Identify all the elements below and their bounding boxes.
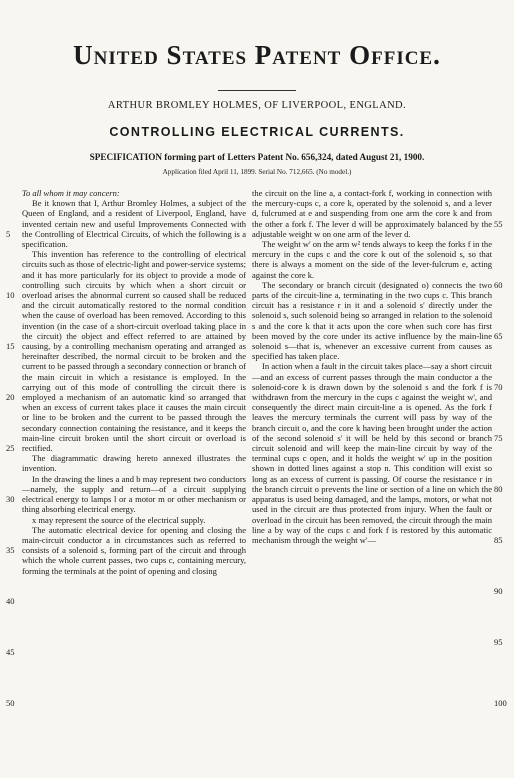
paragraph: The automatic electrical device for opening and closing the main-circuit conductor a in circumstances such as referred to consists of a solenoid s, forming part of the circuit and through which the whole current passes, two cups c, containing mercury, forming the terminals at the point of opening and closing: [22, 524, 246, 576]
salutation: To all whom it may concern:: [22, 188, 120, 198]
line-number: 70: [494, 382, 503, 392]
patentee-line: ARTHUR BROMLEY HOLMES, OF LIVERPOOL, ENGLAND.: [107, 100, 407, 111]
paragraph: In the drawing the lines a and b may represent two conductors—namely, the supply and return—of a circuit supplying electrical energy to lamps l or a motor m or other mechanism or thing absorbing electrical energy.: [22, 473, 246, 515]
line-number: 5: [6, 229, 11, 239]
patent-subject: CONTROLLING ELECTRICAL CURRENTS.: [109, 125, 405, 139]
line-number: 30: [6, 494, 15, 504]
paragraph: The secondary or branch circuit (designated o) connects the two parts of the circuit-line a, terminating in the two cups c. This branch circuit has a resistance r in it and a solenoid s' directly under the solenoid s, such solenoid being so arranged in relation to the solenoid s and the core k that it acts upon the core when such core has first been moved by the core under its active influence by the main-line solenoid s—that is, whenever an excessive current from causes as specified has taken place.: [252, 279, 492, 362]
specification-line: SPECIFICATION forming part of Letters Patent No. 656,324, dated August 21, 1900.: [89, 152, 425, 162]
paragraph: Be it known that I, Arthur Bromley Holmes, a subject of the Queen of England, and a resident of Liverpool, England, have invented certain new and useful Improvements Connected with the Controlling of Electrical Circuits, of which the following is a specification.: [22, 198, 246, 250]
title-rule: [218, 90, 296, 91]
right-text-column: [252, 188, 492, 545]
paragraph: x may represent the source of the electrical supply.: [32, 514, 206, 525]
line-number: 65: [494, 331, 503, 341]
paragraph: the circuit on the line a, a contact-fork f, working in connection with the mercury-cups c, a core k, operated by the solenoid s, and a lever d, fulcrumed at e and suspending from one arm the core k and from the other a fork f. The lever d will be approximately balanced by the adjustable weight w on one arm of the lever d.: [252, 188, 492, 239]
line-number: 35: [6, 545, 15, 555]
line-number: 60: [494, 280, 503, 290]
paragraph: In action when a fault in the circuit takes place—say a short circuit—and an excess of current passes through the main conductor a the solenoid-core k is drawn down by the solenoid s and the fork f is withdrawn from the mercury in the cups c against the weight w', and consequently the direct main circuit-line a is opened. As the fork f leaves the mercury terminals the current will pass by way of the branch circuit o, and the core k having been brought under the action of the second solenoid s' it will be held by this second or branch circuit solenoid and will keep the main-line circuit by way of the terminal cups c open, and it holds the weight w' up in the position shown in dotted lines against a stop n. This condition will exist so long as an excess of current is passing. Of course the resistance r in the branch circuit o prevents the line or section of a line on which the apparatus is used being damaged, and the lamps, motors, or what not used in the circuit are thus protected from injury. When the fault or overload in the circuit has been removed, the circuit through the main line a by way of the cups c and fork f is restored by this automatic mechanism through the weight w'—: [252, 361, 492, 545]
line-number: 75: [494, 433, 503, 443]
line-number: 100: [494, 698, 507, 708]
line-number: 20: [6, 392, 15, 402]
line-number: 85: [494, 535, 503, 545]
paragraph: This invention has reference to the controlling of electrical circuits such as those of electric-light and power-service systems; and it has more particularly for its object to provide a mode of controlling such circuits by which when a short circuit or overload arises the abnormal current so caused shall be reduced and the circuit automatically restored to the normal condition when the cause of overload has been removed. According to this invention (in the case of a short-circuit overload taking place in the circuit) the object and effect referred to are attained by causing, by a controlling mechanism operating and arranged as hereinafter described, the normal circuit to be broken and the current to be passed through a secondary connection or branch of the main circuit in which a resistance is employed. In the carrying out of this mode of controlling the circuit there is employed a mechanism of an automatic kind so arranged that when an excess of current takes place it causes the main circuit or line to be broken and the current to be passed through the secondary connection containing the resistance, and it keeps the main-line circuit broken until the short circuit or overload is rectified.: [22, 249, 246, 454]
line-number: 95: [494, 637, 503, 647]
line-number: 40: [6, 596, 15, 606]
paragraph: The diagrammatic drawing hereto annexed illustrates the invention.: [22, 453, 246, 474]
line-number: 55: [494, 219, 503, 229]
left-text-column: [22, 188, 246, 576]
paragraph: The weight w' on the arm w² tends always to keep the forks f in the mercury in the cups c and the core k out of the solenoid s, so that there is always a moment on the side of the lever-fulcrum e, acting against the core k.: [252, 239, 492, 280]
application-line: Application filed April 11, 1899. Serial No. 712,665. (No model.): [162, 168, 352, 176]
line-number: 45: [6, 647, 15, 657]
line-number: 15: [6, 341, 15, 351]
line-number: 10: [6, 290, 15, 300]
line-number: 90: [494, 586, 503, 596]
line-number: 80: [494, 484, 503, 494]
line-number: 50: [6, 698, 15, 708]
office-title: United States Patent Office.: [73, 40, 441, 70]
line-number: 25: [6, 443, 15, 453]
